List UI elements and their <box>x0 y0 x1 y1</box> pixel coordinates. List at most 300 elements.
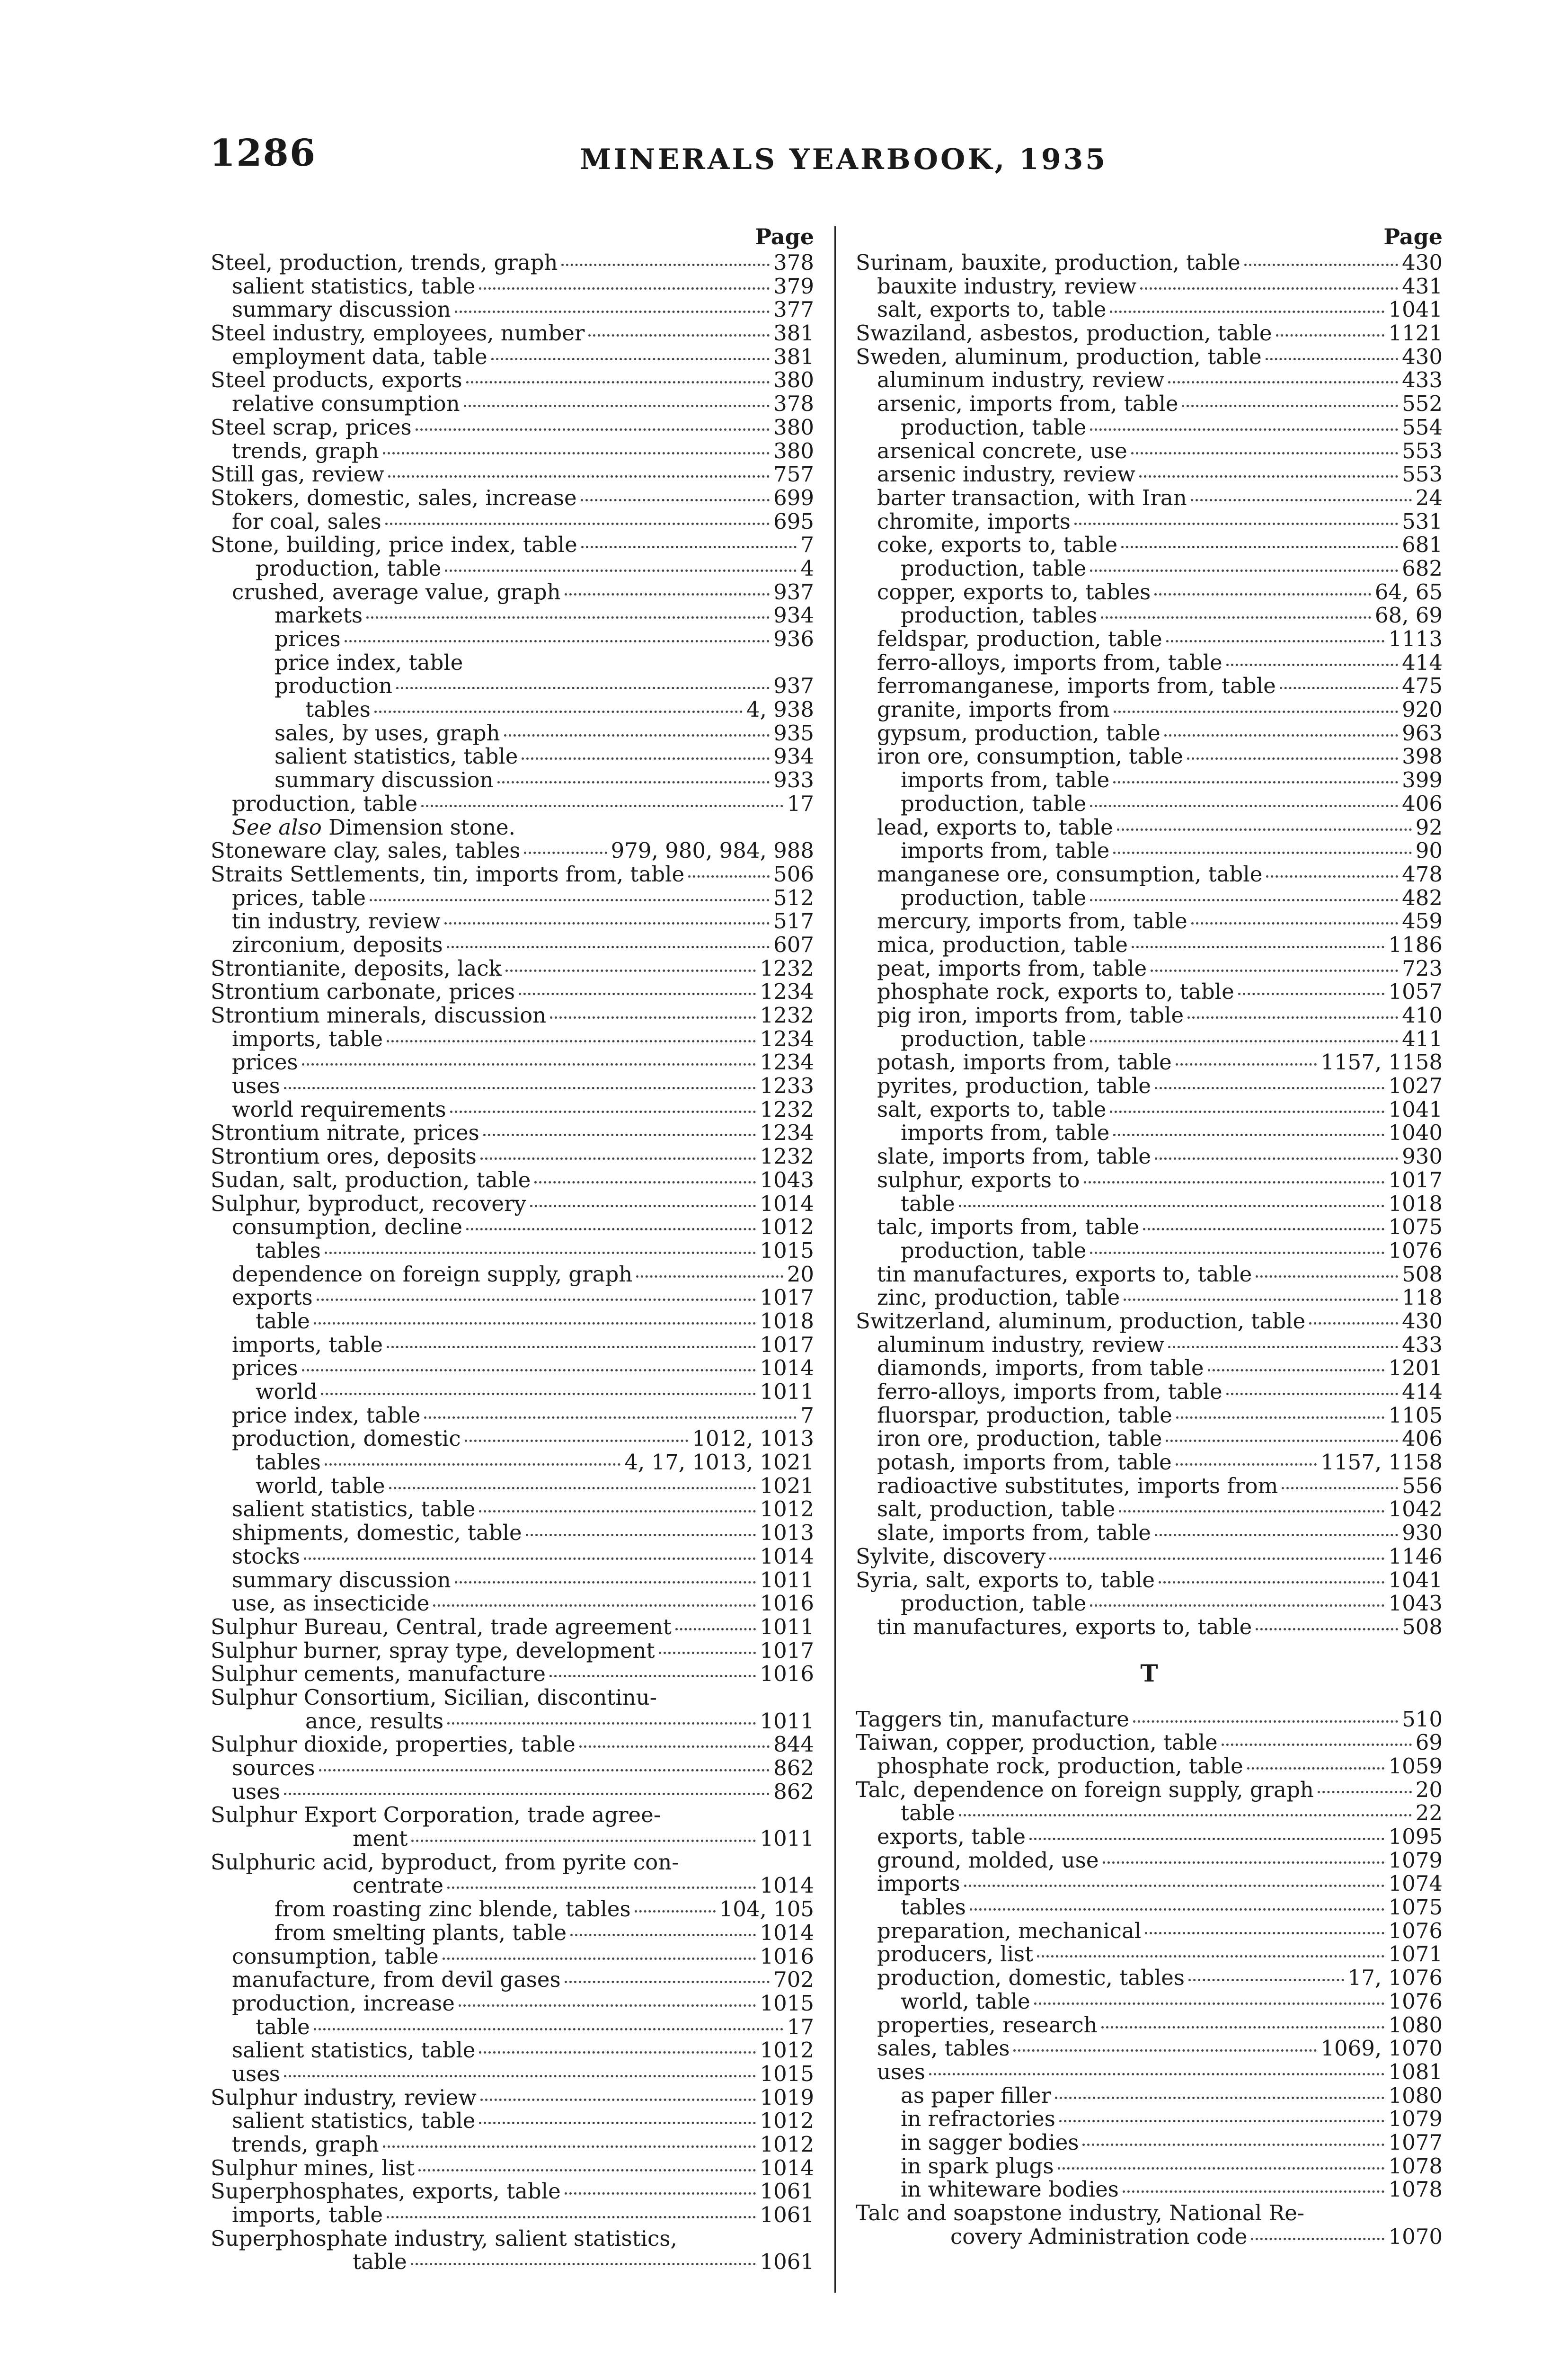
entry-text: prices <box>232 1355 298 1381</box>
entry-page: 937 <box>773 673 814 699</box>
index-entry <box>856 721 1443 745</box>
leader-dots <box>302 1369 756 1371</box>
entry-page: 936 <box>773 626 814 651</box>
entry-text: shipments, domestic, table <box>232 1520 522 1546</box>
entry-page: 24 <box>1415 485 1443 510</box>
index-entry <box>211 1780 814 1804</box>
leader-dots <box>1132 946 1384 948</box>
entry-page: 1014 <box>760 1920 814 1945</box>
entry-text: Stokers, domestic, sales, increase <box>211 485 577 510</box>
leader-dots <box>491 358 770 360</box>
entry-page: 553 <box>1402 438 1443 463</box>
entry-text: for coal, sales <box>232 508 381 534</box>
entry-page: 1232 <box>760 1144 814 1169</box>
leader-dots <box>659 1652 756 1654</box>
entry-text: Sulphur Consortium, Sicilian, discontinu- <box>211 1684 657 1710</box>
leader-dots <box>522 757 770 760</box>
leader-dots <box>1090 805 1398 807</box>
entry-text: properties, research <box>877 2012 1098 2038</box>
index-entry <box>856 1895 1443 1919</box>
entry-text: gypsum, production, table <box>877 720 1160 746</box>
entry-page: 1011 <box>760 1826 814 1851</box>
entry-text: Sudan, salt, production, table <box>211 1167 531 1192</box>
leader-dots <box>388 475 770 478</box>
entry-page: 1057 <box>1388 979 1443 1005</box>
leader-dots <box>1256 1628 1398 1630</box>
leader-dots <box>1145 1932 1384 1934</box>
index-entry <box>211 1945 814 1968</box>
entry-text: production, table <box>901 555 1087 581</box>
leader-dots <box>565 1981 770 1983</box>
leader-dots <box>1090 1604 1384 1607</box>
entry-page: 930 <box>1402 1144 1443 1169</box>
entry-text: Strontianite, deposits, lack <box>211 955 502 981</box>
entry-text: arsenical concrete, use <box>877 438 1127 463</box>
index-entry <box>211 627 814 651</box>
entry-page: 398 <box>1402 744 1443 769</box>
entry-page: 380 <box>773 438 814 463</box>
index-entry <box>856 1754 1443 1778</box>
leader-dots <box>411 2263 756 2265</box>
left-column <box>211 222 814 2274</box>
index-entry <box>211 1333 814 1357</box>
leader-dots <box>581 499 770 501</box>
entry-text: tin industry, review <box>232 908 441 934</box>
entry-page: 7 <box>800 532 814 558</box>
entry-page: 1011 <box>760 1379 814 1404</box>
entry-page: 723 <box>1402 955 1443 981</box>
t-entry-list <box>856 1708 1443 2249</box>
entry-page: 1014 <box>760 2155 814 2180</box>
leader-dots <box>1101 2026 1385 2029</box>
leader-dots <box>465 1440 689 1442</box>
index-entry <box>211 839 814 863</box>
entry-page: 7 <box>800 1402 814 1428</box>
entry-text: world <box>256 1379 318 1404</box>
entry-text: Sulphur mines, list <box>211 2155 415 2180</box>
index-entry <box>211 651 814 675</box>
entry-text: imports from, table <box>901 838 1110 863</box>
entry-page: 1012, 1013 <box>692 1426 814 1451</box>
entry-text: ferromanganese, imports from, table <box>877 673 1276 699</box>
leader-dots <box>1139 475 1398 478</box>
index-entry <box>211 1992 814 2015</box>
index-entry <box>856 2154 1443 2178</box>
index-entry <box>856 345 1443 369</box>
entry-text: centrate <box>353 1873 443 1898</box>
leader-dots <box>366 616 770 619</box>
leader-dots <box>675 1628 756 1630</box>
entry-text: covery Administration code <box>950 2224 1248 2249</box>
leader-dots <box>504 734 770 737</box>
entry-text: exports <box>232 1285 313 1310</box>
leader-dots <box>1176 1063 1317 1066</box>
index-entry <box>211 1145 814 1168</box>
index-entry <box>856 933 1443 957</box>
entry-text: production, table <box>901 1026 1087 1051</box>
entry-page: 4, 17, 1013, 1021 <box>624 1450 814 1475</box>
index-entry <box>211 886 814 910</box>
entry-text: stocks <box>232 1543 300 1569</box>
entry-page: 1077 <box>1388 2129 1443 2155</box>
index-entry <box>856 1145 1443 1168</box>
entry-text: sales, tables <box>877 2036 1010 2061</box>
entry-text: Superphosphates, exports, table <box>211 2179 561 2204</box>
index-entry <box>211 2203 814 2227</box>
entry-text: dependence on foreign supply, graph <box>232 1261 633 1287</box>
index-entry <box>856 980 1443 1004</box>
entry-text: copper, exports to, tables <box>877 579 1151 605</box>
index-entry <box>211 2250 814 2274</box>
index-entry <box>856 1215 1443 1239</box>
leader-dots <box>1101 616 1371 619</box>
index-entry <box>211 2086 814 2109</box>
leader-dots <box>1280 687 1398 689</box>
leader-dots <box>588 334 770 337</box>
leader-dots <box>302 1063 756 1066</box>
leader-dots <box>1074 523 1398 525</box>
entry-page: 1015 <box>760 2061 814 2086</box>
index-entry <box>211 580 814 604</box>
index-entry <box>211 1121 814 1145</box>
index-entry <box>856 1098 1443 1121</box>
entry-text: Sulphur industry, review <box>211 2084 477 2110</box>
leader-dots <box>1187 757 1398 760</box>
entry-page: 17 <box>787 791 814 816</box>
entry-text: Sulphuric acid, byproduct, from pyrite con- <box>211 1849 679 1875</box>
entry-page: 118 <box>1402 1285 1443 1310</box>
index-entry <box>211 1004 814 1027</box>
entry-page: 378 <box>773 391 814 417</box>
entry-text: production, tables <box>901 603 1098 628</box>
index-entry <box>856 792 1443 816</box>
leader-dots <box>505 970 756 972</box>
entry-page: 430 <box>1402 344 1443 369</box>
index-entry <box>856 275 1443 298</box>
index-entry <box>856 2037 1443 2060</box>
leader-dots <box>1222 1744 1412 1746</box>
leader-dots <box>1110 311 1384 313</box>
entry-text: uses <box>232 1779 280 1804</box>
entry-text: sources <box>232 1755 315 1780</box>
entry-page: 380 <box>773 367 814 393</box>
running-title: MINERALS YEARBOOK, 1935 <box>580 143 1108 176</box>
index-entry <box>856 1333 1443 1357</box>
leader-dots <box>1123 2190 1385 2193</box>
entry-text: salient statistics, table <box>275 744 518 769</box>
leader-dots <box>325 1463 620 1466</box>
entry-page: 1234 <box>760 1050 814 1075</box>
entry-text: Talc, dependence on foreign supply, graph <box>856 1777 1314 1802</box>
leader-dots <box>483 1134 756 1136</box>
leader-dots <box>1182 405 1398 407</box>
entry-page: 1078 <box>1388 2153 1443 2179</box>
entry-text: pyrites, production, table <box>877 1073 1151 1099</box>
index-entry <box>856 510 1443 534</box>
leader-dots <box>636 1275 783 1278</box>
leader-dots <box>387 2216 756 2218</box>
entry-text: Strontium nitrate, prices <box>211 1120 479 1146</box>
entry-text: Superphosphate industry, salient statistics, <box>211 2225 677 2251</box>
index-entry <box>211 368 814 392</box>
leader-dots <box>1176 1416 1385 1419</box>
index-entry <box>211 1356 814 1380</box>
entry-text: from roasting zinc blende, tables <box>275 1896 631 1922</box>
entry-page: 1013 <box>760 1520 814 1546</box>
index-entry <box>211 1215 814 1239</box>
entry-page: 1015 <box>760 1237 814 1263</box>
entry-page: 433 <box>1402 1332 1443 1357</box>
leader-dots <box>387 1346 756 1348</box>
entry-page: 1012 <box>760 2038 814 2063</box>
entry-page: 1019 <box>760 2084 814 2110</box>
entry-text: salient statistics, table <box>232 1496 476 1522</box>
entry-text: zinc, production, table <box>877 1285 1120 1310</box>
entry-page: 1234 <box>760 1026 814 1051</box>
index-entry <box>211 1074 814 1098</box>
entry-text: Strontium ores, deposits <box>211 1144 477 1169</box>
entry-page: 1017 <box>760 1332 814 1357</box>
entry-page: 68, 69 <box>1374 603 1443 628</box>
entry-text: imports, table <box>232 1332 383 1357</box>
entry-page: 862 <box>773 1755 814 1780</box>
entry-text: potash, imports from, table <box>877 1450 1172 1475</box>
entry-text: production, table <box>901 885 1087 910</box>
entry-page: 1233 <box>760 1073 814 1099</box>
entry-page: 1061 <box>760 2179 814 2204</box>
entry-text: tin manufactures, exports to, table <box>877 1261 1252 1287</box>
entry-page: 757 <box>773 462 814 487</box>
entry-text: table <box>256 1308 310 1334</box>
entry-page: 1076 <box>1388 1988 1443 2014</box>
leader-dots <box>480 2099 756 2101</box>
index-entry <box>856 321 1443 345</box>
leader-dots <box>1114 711 1398 713</box>
index-entry <box>856 2131 1443 2154</box>
index-entry <box>211 721 814 745</box>
entry-text: Steel industry, employees, number <box>211 320 585 346</box>
entry-text: slate, imports from, table <box>877 1144 1151 1169</box>
leader-dots <box>396 687 770 689</box>
leader-dots <box>317 1299 756 1301</box>
entry-text: salient statistics, table <box>232 273 476 299</box>
entry-page: 1070 <box>1388 2224 1443 2249</box>
leader-dots <box>455 311 770 313</box>
entry-page: 1078 <box>1388 2177 1443 2202</box>
leader-dots <box>549 1675 756 1677</box>
index-entry <box>211 298 814 321</box>
entry-page: 1027 <box>1388 1073 1443 1099</box>
index-entry <box>856 1263 1443 1286</box>
index-entry <box>211 909 814 933</box>
leader-dots <box>416 428 770 431</box>
index-entry <box>211 1874 814 1897</box>
entry-text: Steel scrap, prices <box>211 414 412 440</box>
entry-page: 4 <box>800 555 814 581</box>
entry-text: uses <box>232 2061 280 2086</box>
index-entry <box>211 1592 814 1615</box>
entry-text: producers, list <box>877 1941 1034 1967</box>
index-entry <box>856 1286 1443 1309</box>
index-entry <box>211 2015 814 2039</box>
leader-dots <box>1090 1252 1384 1254</box>
index-entry <box>856 392 1443 416</box>
entry-page: 1041 <box>1388 297 1443 322</box>
left-entry-list <box>211 251 814 2274</box>
entry-page: 1018 <box>1388 1191 1443 1216</box>
leader-dots <box>1168 381 1398 383</box>
leader-dots <box>370 899 770 901</box>
entry-page: 1040 <box>1388 1120 1443 1146</box>
entry-page: 1061 <box>760 2249 814 2275</box>
leader-dots <box>1049 1557 1384 1560</box>
entry-text: production, table <box>901 791 1087 816</box>
entry-page: 702 <box>773 1967 814 1993</box>
index-entry <box>856 1309 1443 1333</box>
leader-dots <box>1058 2167 1385 2170</box>
entry-page: 979, 980, 984, 988 <box>611 838 814 863</box>
index-entry <box>856 2178 1443 2201</box>
index-entry <box>211 1662 814 1686</box>
entry-page: 1121 <box>1388 320 1443 346</box>
entry-text: Stoneware clay, sales, tables <box>211 838 521 863</box>
entry-page: 20 <box>787 1261 814 1287</box>
index-entry <box>211 1968 814 1992</box>
index-entry <box>856 839 1443 863</box>
entry-text: salient statistics, table <box>232 2038 476 2063</box>
leader-dots <box>1121 546 1398 548</box>
page-number: 1286 <box>210 132 317 175</box>
entry-page: 414 <box>1402 1379 1443 1404</box>
entry-text: ground, molded, use <box>877 1847 1099 1873</box>
leader-dots <box>1244 264 1398 266</box>
index-entry <box>856 533 1443 557</box>
leader-dots <box>374 711 743 713</box>
leader-dots <box>1113 781 1398 783</box>
leader-dots <box>959 1205 1385 1207</box>
entry-page: 935 <box>773 720 814 746</box>
index-entry <box>211 1050 814 1074</box>
leader-dots <box>466 1228 756 1230</box>
leader-dots <box>929 2073 1385 2075</box>
index-entry <box>211 768 814 792</box>
index-entry <box>856 651 1443 675</box>
index-entry <box>856 1825 1443 1849</box>
leader-dots <box>1090 1040 1398 1042</box>
right-column <box>856 222 1443 2248</box>
leader-dots <box>411 1840 756 1842</box>
entry-text: Strontium minerals, discussion <box>211 1003 547 1028</box>
index-entry <box>856 1801 1443 1825</box>
index-entry <box>856 1404 1443 1427</box>
entry-text: consumption, decline <box>232 1214 463 1240</box>
index-entry <box>856 1778 1443 1802</box>
entry-text: table <box>353 2249 407 2275</box>
leader-dots <box>1276 334 1385 337</box>
entry-text: Talc and soapstone industry, National Re- <box>856 2200 1305 2225</box>
index-entry <box>211 1404 814 1427</box>
leader-dots <box>445 570 797 572</box>
entry-page: 1186 <box>1388 932 1443 957</box>
entry-text: barter transaction, with Iran <box>877 485 1187 510</box>
entry-page: 411 <box>1402 1026 1443 1051</box>
entry-text: ance, results <box>305 1708 444 1734</box>
index-entry <box>856 1497 1443 1521</box>
index-entry <box>856 557 1443 580</box>
entry-page: 1011 <box>760 1708 814 1734</box>
entry-text: Sweden, aluminum, production, table <box>856 344 1262 369</box>
leader-dots <box>1168 1346 1398 1348</box>
entry-page: 552 <box>1402 391 1443 417</box>
entry-page: 862 <box>773 1779 814 1804</box>
leader-dots <box>1309 1322 1398 1325</box>
page-column-label: Page <box>1383 224 1443 249</box>
entry-page: 459 <box>1402 908 1443 934</box>
index-entry <box>211 533 814 557</box>
entry-page: 478 <box>1402 861 1443 887</box>
index-entry <box>211 439 814 463</box>
leader-dots <box>1247 1767 1385 1770</box>
entry-page: 1016 <box>760 1591 814 1616</box>
index-entry <box>856 1942 1443 1966</box>
leader-dots <box>519 993 756 995</box>
entry-page: 430 <box>1402 1308 1443 1334</box>
index-entry <box>211 1027 814 1051</box>
leader-dots <box>284 1087 756 1089</box>
index-entry <box>856 863 1443 886</box>
entry-text: phosphate rock, exports to, table <box>877 979 1234 1005</box>
entry-page: 482 <box>1402 885 1443 910</box>
index-entry <box>211 2109 814 2133</box>
index-entry <box>856 1474 1443 1498</box>
leader-dots <box>1117 828 1412 831</box>
index-entry <box>856 1050 1443 1074</box>
leader-dots <box>1155 1157 1398 1160</box>
leader-dots <box>383 452 770 454</box>
index-entry <box>211 1851 814 1874</box>
entry-page: 930 <box>1402 1520 1443 1546</box>
entry-page: 556 <box>1402 1473 1443 1498</box>
entry-text: fluorspar, production, table <box>877 1402 1172 1428</box>
entry-text: mica, production, table <box>877 932 1128 957</box>
index-entry <box>211 980 814 1004</box>
index-entry <box>856 2060 1443 2084</box>
index-entry <box>856 816 1443 839</box>
entry-text: employment data, table <box>232 344 487 369</box>
leader-dots <box>1208 1369 1385 1371</box>
entry-text: price index, table <box>232 1402 421 1428</box>
leader-dots <box>635 1910 716 1913</box>
entry-text: production, domestic <box>232 1426 461 1451</box>
entry-text: Sulphur dioxide, properties, table <box>211 1732 576 1757</box>
entry-page: 1232 <box>760 955 814 981</box>
entry-text: tin manufactures, exports to, table <box>877 1614 1252 1639</box>
entry-text: arsenic, imports from, table <box>877 391 1178 417</box>
leader-dots <box>383 2145 756 2148</box>
leader-dots <box>450 1111 756 1113</box>
entry-text: use, as insecticide <box>232 1591 430 1616</box>
leader-dots <box>1256 1275 1398 1278</box>
index-entry <box>856 909 1443 933</box>
entry-page: 681 <box>1402 532 1443 558</box>
leader-dots <box>480 1157 756 1160</box>
leader-dots <box>970 1908 1385 1911</box>
index-entry <box>211 1686 814 1709</box>
entry-page: 1021 <box>760 1473 814 1498</box>
leader-dots <box>1266 875 1398 878</box>
leader-dots <box>959 1814 1412 1816</box>
entry-page: 1014 <box>760 1543 814 1569</box>
